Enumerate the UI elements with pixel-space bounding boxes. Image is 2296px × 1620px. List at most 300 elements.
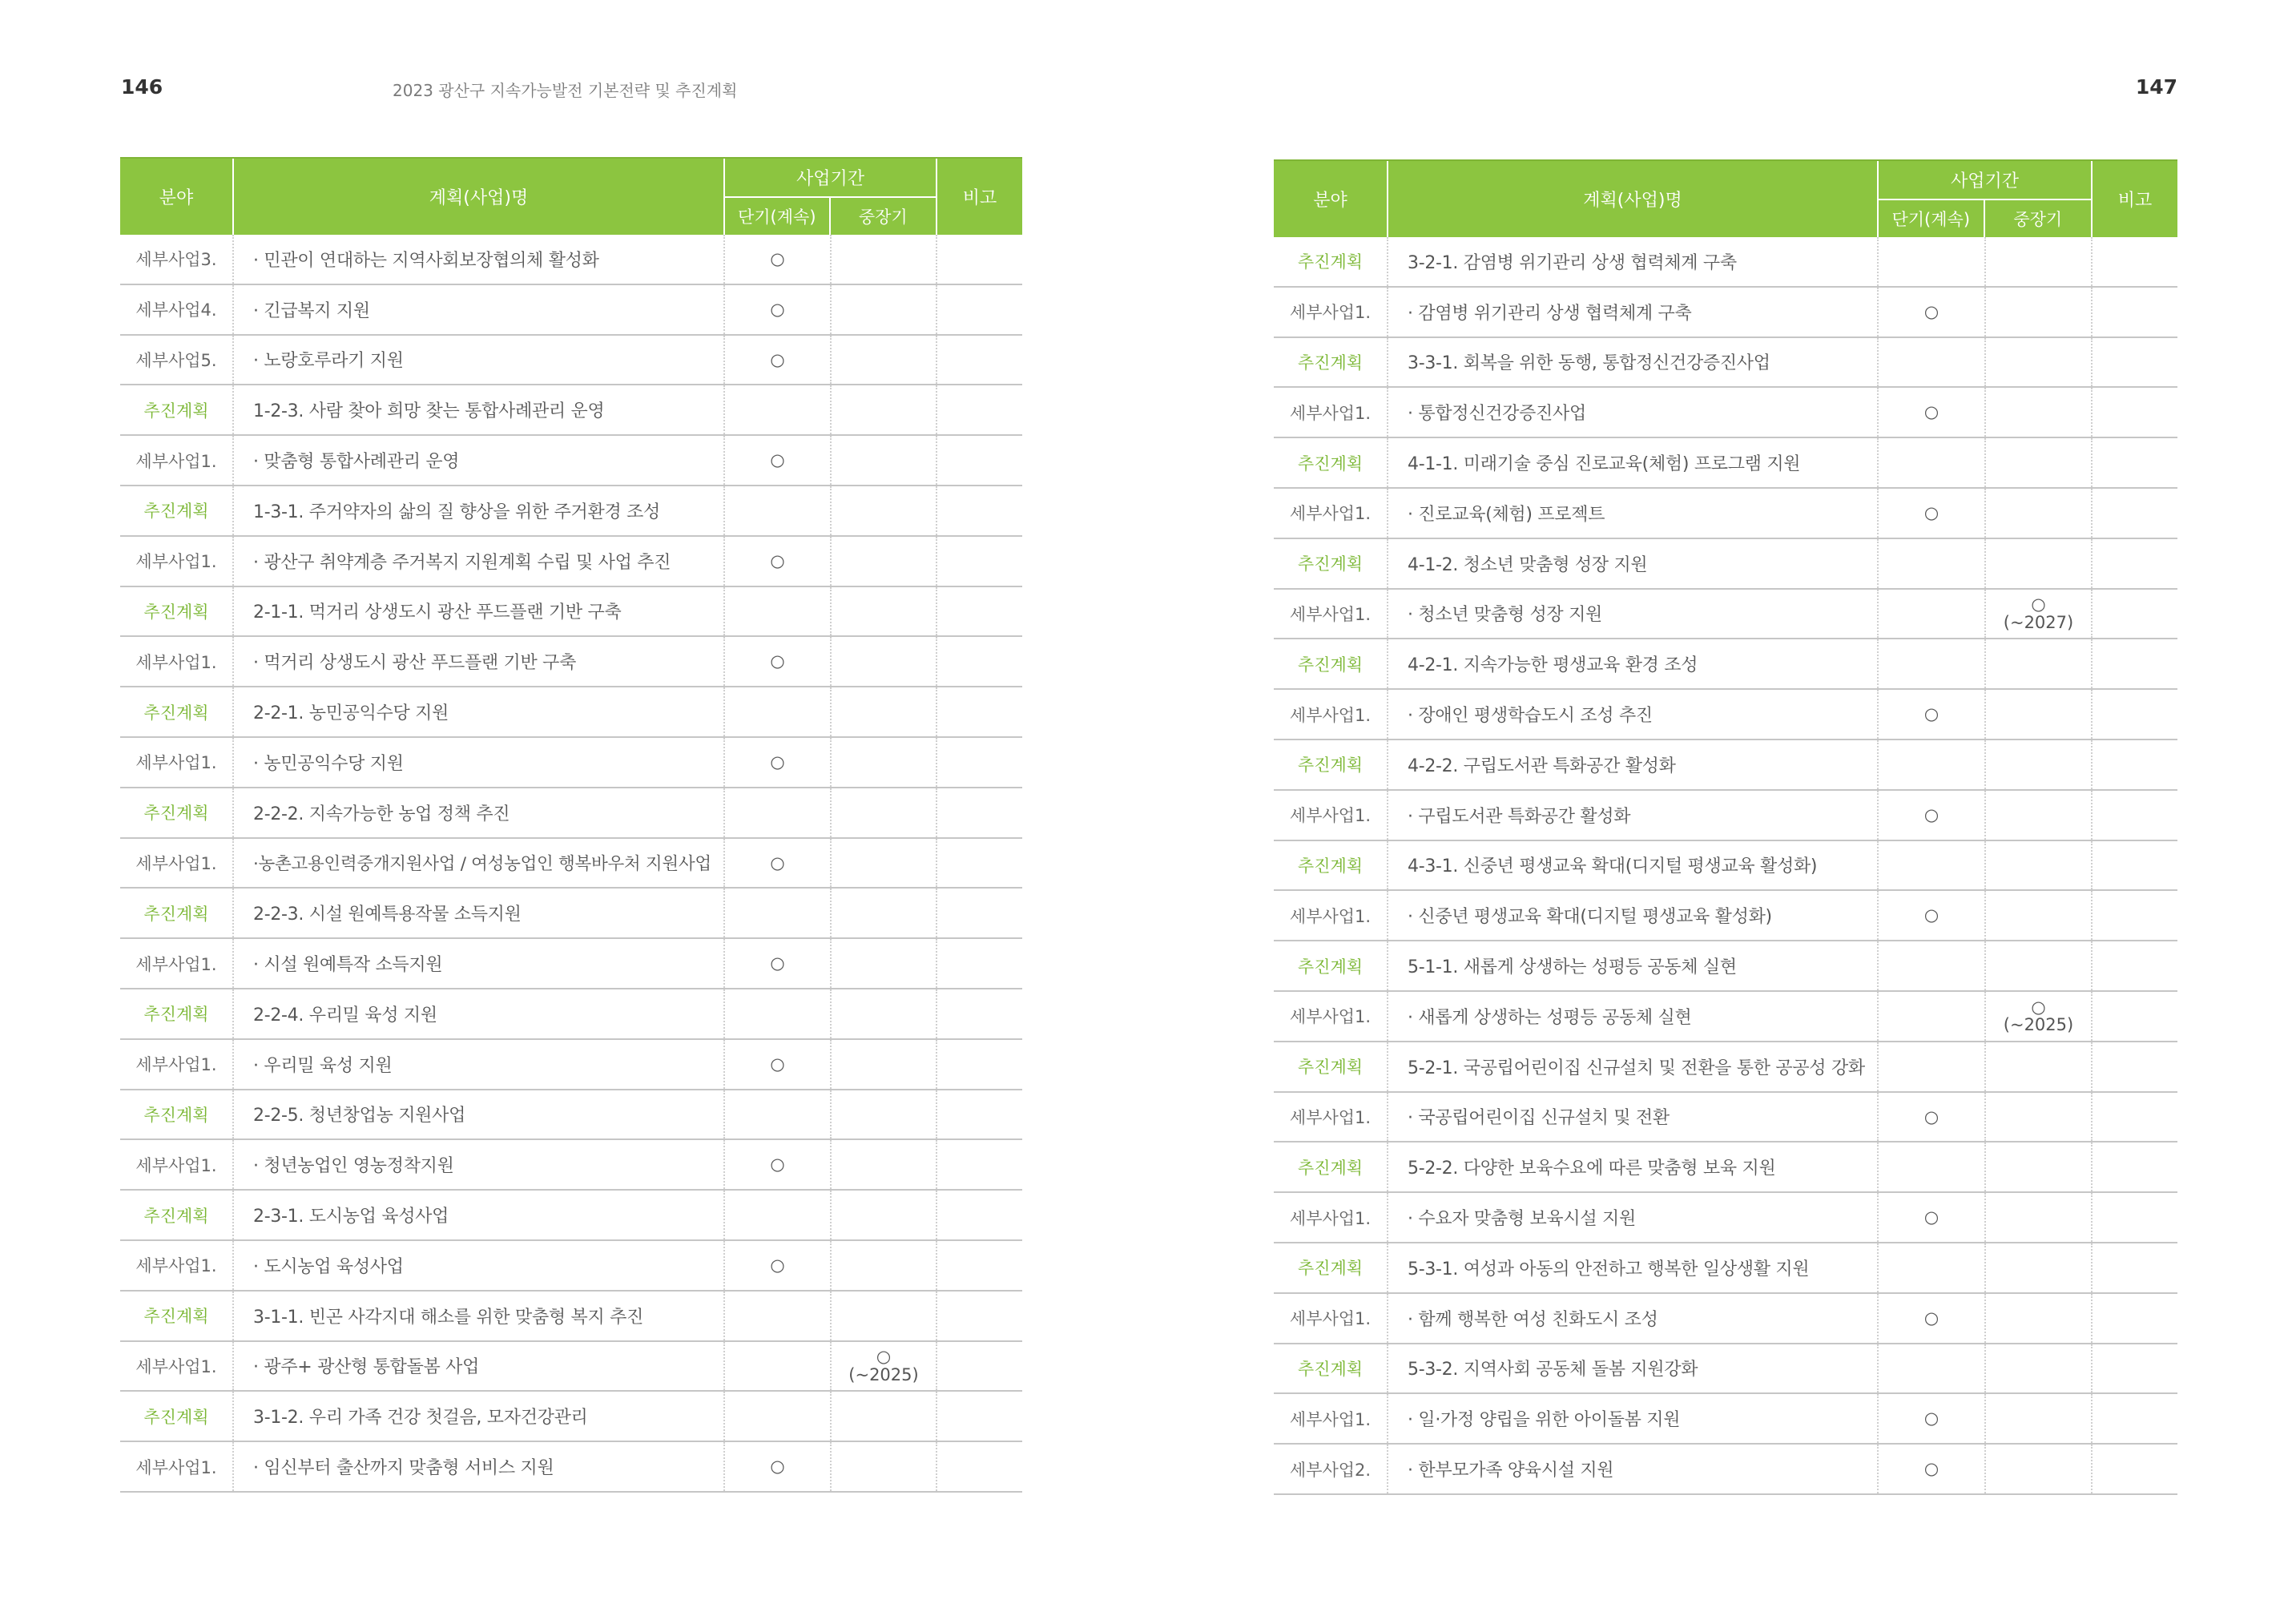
right-table: [1274, 159, 2177, 1495]
long-term-cell: [832, 1140, 937, 1189]
row-category: 세부사업1.: [1274, 1294, 1388, 1343]
row-title: 5-3-2. 지역사회 공동체 돌봄 지원강화: [1388, 1344, 1879, 1393]
row-category: 세부사업1.: [1274, 690, 1388, 739]
row-category: 추진계획: [120, 486, 234, 535]
header-short-term: 단기(계속): [725, 198, 831, 235]
long-term-cell: [832, 939, 937, 988]
short-term-cell: [1879, 1093, 1986, 1142]
row-title: · 광산구 취약계층 주거복지 지원계획 수립 및 사업 추진: [234, 537, 725, 586]
table-row: [120, 939, 1022, 989]
row-title: 1-3-1. 주거약자의 삶의 질 향상을 위한 주거환경 조성: [234, 486, 725, 535]
row-category: 세부사업1.: [120, 1442, 234, 1491]
short-term-cell: [725, 839, 832, 888]
long-term-cell: [832, 486, 937, 535]
remarks-cell: [937, 1442, 1022, 1491]
row-category: 추진계획: [1274, 941, 1388, 990]
table-row: [120, 788, 1022, 839]
row-title: · 통합정신건강증진사업: [1388, 388, 1879, 437]
long-term-cell: [1986, 891, 2093, 940]
remarks-cell: [2093, 639, 2177, 688]
table-row: [1274, 1193, 2177, 1243]
long-term-cell: [832, 989, 937, 1038]
row-category: 세부사업1.: [120, 537, 234, 586]
header-title: 계획(사업)명: [1388, 161, 1879, 237]
left-page-number: 146: [121, 75, 163, 99]
short-term-cell: [1879, 1193, 1986, 1242]
long-term-cell: [1986, 1093, 2093, 1142]
row-category: 추진계획: [1274, 438, 1388, 487]
long-term-cell: [1986, 438, 2093, 487]
long-term-cell: [832, 1342, 937, 1391]
row-title: 4-1-1. 미래기술 중심 진로교육(체험) 프로그램 지원: [1388, 438, 1879, 487]
table-row: [1274, 891, 2177, 941]
table-row: [120, 486, 1022, 537]
table-row: [120, 587, 1022, 638]
header-period-group: [725, 159, 937, 235]
long-term-cell: [832, 788, 937, 837]
row-category: 추진계획: [120, 889, 234, 937]
table-row: [1274, 1142, 2177, 1193]
short-term-cell: [1879, 489, 1986, 538]
table-row: [120, 637, 1022, 687]
remarks-cell: [937, 285, 1022, 334]
short-term-mark: ○: [770, 550, 785, 570]
header-period-group: [1879, 161, 2093, 237]
short-term-cell: [725, 285, 832, 334]
short-term-cell: [1879, 1344, 1986, 1393]
row-category: 세부사업1.: [1274, 1093, 1388, 1142]
row-title: · 먹거리 상생도시 광산 푸드플랜 기반 구축: [234, 637, 725, 686]
row-title: 4-2-1. 지속가능한 평생교육 환경 조성: [1388, 639, 1879, 688]
remarks-cell: [937, 1191, 1022, 1239]
row-title: 4-1-2. 청소년 맞춤형 성장 지원: [1388, 539, 1879, 588]
table-row: [120, 1040, 1022, 1090]
remarks-cell: [937, 939, 1022, 988]
remarks-cell: [2093, 438, 2177, 487]
remarks-cell: [2093, 1294, 2177, 1343]
row-title: 2-2-5. 청년창업농 지원사업: [234, 1090, 725, 1139]
remarks-cell: [937, 235, 1022, 284]
remarks-cell: [2093, 539, 2177, 588]
row-title: · 임신부터 출산까지 맞춤형 서비스 지원: [234, 1442, 725, 1491]
short-term-cell: [1879, 539, 1986, 588]
running-title: 2023 광산구 지속가능발전 기본전략 및 추진계획: [393, 81, 738, 100]
long-term-cell: [1986, 237, 2093, 286]
short-term-mark: ○: [1923, 804, 1940, 824]
table-row: [1274, 288, 2177, 338]
row-title: 2-3-1. 도시농업 육성사업: [234, 1191, 725, 1239]
short-term-mark: ○: [1923, 704, 1940, 724]
row-category: 추진계획: [120, 385, 234, 434]
table-body: [120, 235, 1022, 1493]
row-category: 세부사업1.: [120, 839, 234, 888]
row-title: · 시설 원예특작 소득지원: [234, 939, 725, 988]
row-title: · 새롭게 상생하는 성평등 공동체 실현: [1388, 992, 1879, 1041]
short-term-cell: [1879, 639, 1986, 688]
row-title: · 한부모가족 양육시설 지원: [1388, 1445, 1879, 1493]
long-term-cell: [832, 738, 937, 787]
row-category: 추진계획: [120, 788, 234, 837]
short-term-mark: ○: [1923, 1459, 1940, 1479]
long-term-cell: [1986, 1243, 2093, 1292]
row-title: 5-3-1. 여성과 아동의 안전하고 행복한 일상생활 지원: [1388, 1243, 1879, 1292]
long-term-cell: [1986, 841, 2093, 890]
remarks-cell: [937, 1241, 1022, 1290]
remarks-cell: [937, 1040, 1022, 1089]
short-term-cell: [1879, 1394, 1986, 1443]
row-title: 4-3-1. 신중년 평생교육 확대(디지털 평생교육 활성화): [1388, 841, 1879, 890]
remarks-cell: [937, 1342, 1022, 1391]
remarks-cell: [2093, 1193, 2177, 1242]
table-row: [120, 889, 1022, 939]
long-term-cell: [1986, 539, 2093, 588]
table-body: [1274, 237, 2177, 1495]
remarks-cell: [937, 1392, 1022, 1441]
row-category: 세부사업1.: [120, 1040, 234, 1089]
table-row: [120, 436, 1022, 486]
row-category: 세부사업4.: [120, 285, 234, 334]
short-term-mark: ○: [1923, 301, 1940, 321]
row-category: 추진계획: [120, 1191, 234, 1239]
remarks-cell: [937, 687, 1022, 736]
right-page-number: 147: [2135, 75, 2177, 99]
long-term-cell: [1986, 338, 2093, 387]
table-row: [120, 1392, 1022, 1442]
long-term-cell: [832, 1040, 937, 1089]
remarks-cell: [937, 889, 1022, 937]
row-category: 세부사업1.: [120, 1241, 234, 1290]
table-row: [1274, 338, 2177, 389]
short-term-cell: [1879, 841, 1986, 890]
short-term-cell: [1879, 1243, 1986, 1292]
long-term-cell: [832, 1392, 937, 1441]
table-row: [120, 1241, 1022, 1292]
row-category: 세부사업1.: [1274, 1193, 1388, 1242]
row-category: 세부사업1.: [120, 436, 234, 485]
table-row: [1274, 539, 2177, 590]
remarks-cell: [2093, 1142, 2177, 1191]
row-title: 2-2-1. 농민공익수당 지원: [234, 687, 725, 736]
short-term-mark: ○: [770, 1054, 785, 1074]
row-category: 추진계획: [1274, 1042, 1388, 1091]
row-category: 세부사업1.: [120, 1140, 234, 1189]
header-title: 계획(사업)명: [234, 159, 725, 235]
table-row: [1274, 237, 2177, 288]
row-category: 세부사업1.: [120, 637, 234, 686]
long-term-cell: [1986, 489, 2093, 538]
row-title: ·농촌고용인력중개지원사업 / 여성농업인 행복바우처 지원사업: [234, 839, 725, 888]
table-row: [1274, 1445, 2177, 1495]
long-term-cell: [832, 687, 937, 736]
row-title: 5-2-1. 국공립어린이집 신규설치 및 전환을 통한 공공성 강화: [1388, 1042, 1879, 1091]
short-term-cell: [725, 1090, 832, 1139]
header-short-term: 단기(계속): [1879, 200, 1985, 237]
row-category: 추진계획: [1274, 1142, 1388, 1191]
table-row: [1274, 740, 2177, 791]
row-title: · 맞춤형 통합사례관리 운영: [234, 436, 725, 485]
remarks-cell: [937, 537, 1022, 586]
row-category: 세부사업5.: [120, 336, 234, 385]
remarks-cell: [937, 788, 1022, 837]
long-term-range: (~2025): [2003, 1015, 2074, 1035]
table-row: [120, 1342, 1022, 1392]
header-category: 분야: [120, 159, 234, 235]
short-term-cell: [725, 738, 832, 787]
header-long-term: 중장기: [2013, 210, 2063, 229]
short-term-mark: ○: [1923, 1308, 1940, 1328]
row-title: · 구립도서관 특화공간 활성화: [1388, 791, 1879, 840]
table-row: [120, 839, 1022, 889]
remarks-cell: [937, 1090, 1022, 1139]
remarks-cell: [937, 1292, 1022, 1340]
row-category: 세부사업1.: [1274, 590, 1388, 639]
long-term-cell: [1986, 690, 2093, 739]
long-term-cell: [832, 587, 937, 636]
remarks-cell: [2093, 489, 2177, 538]
table-row: [120, 537, 1022, 587]
remarks-cell: [937, 385, 1022, 434]
row-category: 세부사업1.: [120, 738, 234, 787]
row-title: · 청소년 맞춤형 성장 지원: [1388, 590, 1879, 639]
long-term-cell: [832, 537, 937, 586]
row-category: 세부사업3.: [120, 235, 234, 284]
table-row: [120, 1442, 1022, 1493]
short-term-mark: ○: [770, 349, 785, 369]
short-term-cell: [1879, 1294, 1986, 1343]
long-term-cell: [1986, 388, 2093, 437]
short-term-cell: [1879, 388, 1986, 437]
row-title: 3-1-2. 우리 가족 건강 첫걸음, 모자건강관리: [234, 1392, 725, 1441]
row-category: 세부사업1.: [1274, 992, 1388, 1041]
short-term-mark: ○: [770, 249, 785, 269]
long-term-mark: ○: [2031, 997, 2046, 1017]
short-term-cell: [725, 1342, 832, 1391]
row-category: 추진계획: [1274, 539, 1388, 588]
table-row: [120, 385, 1022, 436]
table-row: [120, 989, 1022, 1040]
long-term-cell: [1986, 791, 2093, 840]
short-term-cell: [725, 486, 832, 535]
table-row: [1274, 1344, 2177, 1395]
row-title: 2-2-3. 시설 원예특용작물 소득지원: [234, 889, 725, 937]
long-term-cell: [1986, 639, 2093, 688]
long-term-cell: [832, 285, 937, 334]
table-row: [1274, 489, 2177, 539]
header-remarks: 비고: [962, 188, 997, 208]
table-row: [1274, 1243, 2177, 1294]
row-category: 세부사업1.: [120, 1342, 234, 1391]
short-term-mark: ○: [770, 299, 785, 319]
short-term-cell: [725, 235, 832, 284]
table-header: [120, 157, 1022, 235]
short-term-mark: ○: [770, 651, 785, 671]
row-title: · 국공립어린이집 신규설치 및 전환: [1388, 1093, 1879, 1142]
remarks-cell: [937, 486, 1022, 535]
short-term-cell: [725, 336, 832, 385]
row-category: 추진계획: [120, 687, 234, 736]
row-title: 3-2-1. 감염병 위기관리 상생 협력체계 구축: [1388, 237, 1879, 286]
row-category: 세부사업1.: [1274, 891, 1388, 940]
short-term-mark: ○: [770, 953, 785, 973]
long-term-range: (~2025): [848, 1364, 919, 1384]
long-term-cell: [832, 1442, 937, 1491]
remarks-cell: [2093, 791, 2177, 840]
short-term-cell: [1879, 992, 1986, 1041]
long-term-cell: [1986, 1042, 2093, 1091]
short-term-mark: ○: [1923, 503, 1940, 523]
short-term-mark: ○: [1923, 1106, 1940, 1126]
short-term-mark: ○: [770, 1155, 785, 1175]
remarks-cell: [2093, 740, 2177, 789]
table-row: [1274, 438, 2177, 489]
row-title: · 신중년 평생교육 확대(디지털 평생교육 활성화): [1388, 891, 1879, 940]
short-term-cell: [725, 1040, 832, 1089]
row-category: 추진계획: [120, 989, 234, 1038]
remarks-cell: [2093, 690, 2177, 739]
row-title: · 일·가정 양립을 위한 아이돌봄 지원: [1388, 1394, 1879, 1443]
remarks-cell: [2093, 1243, 2177, 1292]
row-category: 추진계획: [120, 1292, 234, 1340]
table-row: [120, 687, 1022, 738]
row-category: 추진계획: [120, 1392, 234, 1441]
remarks-cell: [2093, 992, 2177, 1041]
short-term-cell: [725, 436, 832, 485]
short-term-cell: [1879, 438, 1986, 487]
row-title: · 수요자 맞춤형 보육시설 지원: [1388, 1193, 1879, 1242]
table-row: [1274, 791, 2177, 841]
remarks-cell: [937, 436, 1022, 485]
header-remarks: 비고: [2117, 191, 2153, 211]
remarks-cell: [2093, 288, 2177, 336]
header-category: 분야: [1274, 161, 1388, 237]
row-title: · 민관이 연대하는 지역사회보장협의체 활성화: [234, 235, 725, 284]
long-term-cell: [832, 889, 937, 937]
row-title: · 농민공익수당 지원: [234, 738, 725, 787]
short-term-cell: [725, 1191, 832, 1239]
short-term-cell: [1879, 1142, 1986, 1191]
row-category: 추진계획: [120, 587, 234, 636]
table-header: [1274, 159, 2177, 237]
long-term-mark: ○: [876, 1347, 892, 1367]
row-category: 세부사업1.: [1274, 388, 1388, 437]
short-term-mark: ○: [1923, 402, 1940, 422]
row-title: 2-2-2. 지속가능한 농업 정책 추진: [234, 788, 725, 837]
row-category: 세부사업1.: [1274, 489, 1388, 538]
long-term-cell: [1986, 992, 2093, 1041]
short-term-cell: [1879, 740, 1986, 789]
table-row: [120, 336, 1022, 386]
long-term-cell: [832, 336, 937, 385]
short-term-mark: ○: [1923, 1207, 1940, 1227]
short-term-cell: [1879, 1445, 1986, 1493]
short-term-mark: ○: [1923, 1408, 1940, 1429]
remarks-cell: [937, 839, 1022, 888]
short-term-cell: [725, 1292, 832, 1340]
short-term-cell: [1879, 891, 1986, 940]
long-term-cell: [1986, 1193, 2093, 1242]
row-title: 3-3-1. 회복을 위한 동행, 통합정신건강증진사업: [1388, 338, 1879, 387]
table-row: [1274, 690, 2177, 740]
short-term-cell: [725, 385, 832, 434]
row-title: · 긴급복지 지원: [234, 285, 725, 334]
row-title: 4-2-2. 구립도서관 특화공간 활성화: [1388, 740, 1879, 789]
short-term-cell: [725, 1140, 832, 1189]
short-term-cell: [1879, 590, 1986, 639]
remarks-cell: [2093, 891, 2177, 940]
long-term-cell: [832, 1241, 937, 1290]
row-category: 추진계획: [1274, 237, 1388, 286]
short-term-mark: ○: [770, 1457, 785, 1477]
row-category: 추진계획: [1274, 1243, 1388, 1292]
long-term-cell: [832, 436, 937, 485]
row-category: 추진계획: [1274, 1344, 1388, 1393]
row-title: 5-1-1. 새롭게 상생하는 성평등 공동체 실현: [1388, 941, 1879, 990]
row-title: · 장애인 평생학습도시 조성 추진: [1388, 690, 1879, 739]
row-title: · 광주+ 광산형 통합돌봄 사업: [234, 1342, 725, 1391]
short-term-cell: [725, 537, 832, 586]
short-term-cell: [725, 1442, 832, 1491]
row-title: 2-1-1. 먹거리 상생도시 광산 푸드플랜 기반 구축: [234, 587, 725, 636]
short-term-mark: ○: [1923, 905, 1940, 925]
short-term-cell: [725, 939, 832, 988]
long-term-range: (~2027): [2003, 612, 2074, 632]
long-term-cell: [832, 839, 937, 888]
table-row: [1274, 1394, 2177, 1445]
short-term-mark: ○: [770, 852, 785, 872]
long-term-cell: [1986, 590, 2093, 639]
table-row: [120, 1140, 1022, 1191]
long-term-cell: [1986, 740, 2093, 789]
long-term-cell: [1986, 941, 2093, 990]
row-category: 세부사업1.: [1274, 791, 1388, 840]
table-row: [1274, 388, 2177, 438]
row-category: 추진계획: [120, 1090, 234, 1139]
short-term-cell: [725, 788, 832, 837]
remarks-cell: [2093, 590, 2177, 639]
table-row: [120, 285, 1022, 336]
row-category: 추진계획: [1274, 740, 1388, 789]
long-term-cell: [832, 1090, 937, 1139]
row-title: · 도시농업 육성사업: [234, 1241, 725, 1290]
row-category: 세부사업1.: [1274, 1394, 1388, 1443]
short-term-cell: [725, 889, 832, 937]
row-title: 1-2-3. 사람 찾아 희망 찾는 통합사례관리 운영: [234, 385, 725, 434]
row-title: 2-2-4. 우리밀 육성 지원: [234, 989, 725, 1038]
table-row: [1274, 992, 2177, 1042]
row-title: · 노랑호루라기 지원: [234, 336, 725, 385]
short-term-cell: [1879, 1042, 1986, 1091]
long-term-cell: [832, 637, 937, 686]
remarks-cell: [2093, 1445, 2177, 1493]
table-row: [120, 1292, 1022, 1342]
remarks-cell: [2093, 841, 2177, 890]
remarks-cell: [2093, 338, 2177, 387]
long-term-cell: [1986, 1394, 2093, 1443]
remarks-cell: [937, 1140, 1022, 1189]
short-term-cell: [1879, 288, 1986, 336]
row-category: 세부사업1.: [1274, 288, 1388, 336]
header-period: 사업기간: [725, 159, 936, 198]
table-row: [1274, 941, 2177, 992]
short-term-cell: [1879, 338, 1986, 387]
table-row: [120, 235, 1022, 285]
long-term-mark: ○: [2031, 594, 2046, 615]
remarks-cell: [2093, 237, 2177, 286]
remarks-cell: [937, 587, 1022, 636]
table-row: [1274, 1093, 2177, 1143]
table-row: [120, 738, 1022, 788]
table-row: [1274, 590, 2177, 640]
